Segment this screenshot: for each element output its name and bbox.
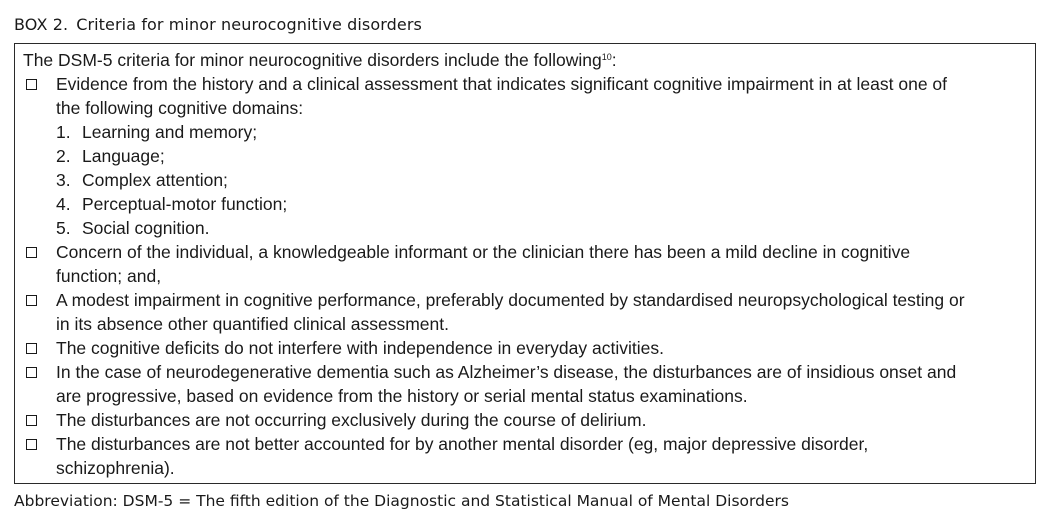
box-label: BOX 2. xyxy=(14,15,69,34)
item-line: The cognitive deficits do not interfere with independence in everyday activities. xyxy=(56,338,664,358)
checkbox-icon xyxy=(26,79,37,90)
reference-superscript: 10 xyxy=(601,52,612,62)
sublist-text: Perceptual-motor function; xyxy=(82,194,288,214)
item-line: A modest impairment in cognitive performance, preferably documented by standardised neuropsychological testing or xyxy=(56,290,965,310)
sublist-number: 2. xyxy=(56,146,71,166)
criteria-item xyxy=(23,240,1027,288)
criteria-item xyxy=(23,288,1027,336)
item-line: schizophrenia). xyxy=(56,458,175,478)
checkbox-icon xyxy=(26,439,37,450)
item-line: The disturbances are not occurring exclusively during the course of delirium. xyxy=(56,410,647,430)
checkbox-icon xyxy=(26,415,37,426)
criteria-box xyxy=(14,43,1036,484)
sublist-number: 5. xyxy=(56,218,71,238)
checkbox-icon xyxy=(26,247,37,258)
sublist-text: Social cognition. xyxy=(82,218,210,238)
checkbox-icon xyxy=(26,367,37,378)
criteria-item xyxy=(23,336,1027,360)
criteria-item xyxy=(23,360,1027,408)
sublist-text: Learning and memory; xyxy=(82,122,258,142)
sublist-item xyxy=(56,216,1027,240)
box-title-text: Criteria for minor neurocognitive disorders xyxy=(76,15,422,34)
sublist-item xyxy=(56,192,1027,216)
criteria-item xyxy=(23,72,1027,240)
item-line: Evidence from the history and a clinical assessment that indicates significant cognitive impairment in at least one of xyxy=(56,74,948,94)
item-line: in its absence other quantified clinical assessment. xyxy=(56,314,449,334)
criteria-item xyxy=(23,432,1027,480)
item-line: are progressive, based on evidence from the history or serial mental status examinations. xyxy=(56,386,748,406)
sublist-item xyxy=(56,168,1027,192)
criteria-item xyxy=(23,408,1027,432)
intro-line xyxy=(23,48,1027,72)
cognitive-domains-list xyxy=(56,120,1027,240)
sublist-text: Language; xyxy=(82,146,165,166)
box-title xyxy=(14,15,422,34)
intro-colon: : xyxy=(611,50,617,70)
abbreviation-footnote: Abbreviation: DSM-5 = The fifth edition of the Diagnostic and Statistical Manual of Mental Disorders xyxy=(14,492,789,510)
item-line: the following cognitive domains: xyxy=(56,98,304,118)
item-line: Concern of the individual, a knowledgeable informant or the clinician there has been a mild decline in cognitive xyxy=(56,242,911,262)
item-line: In the case of neurodegenerative dementia such as Alzheimer’s disease, the disturbances are of insidious onset and xyxy=(56,362,957,382)
sublist-item xyxy=(56,120,1027,144)
sublist-number: 1. xyxy=(56,122,71,142)
item-line: The disturbances are not better accounted for by another mental disorder (eg, major depressive disorder, xyxy=(56,434,869,454)
checkbox-icon xyxy=(26,343,37,354)
sublist-text: Complex attention; xyxy=(82,170,228,190)
intro-text: The DSM-5 criteria for minor neurocognitive disorders include the following xyxy=(23,50,602,70)
checkbox-icon xyxy=(26,295,37,306)
item-line: function; and, xyxy=(56,266,162,286)
sublist-number: 4. xyxy=(56,194,71,214)
sublist-number: 3. xyxy=(56,170,71,190)
sublist-item xyxy=(56,144,1027,168)
